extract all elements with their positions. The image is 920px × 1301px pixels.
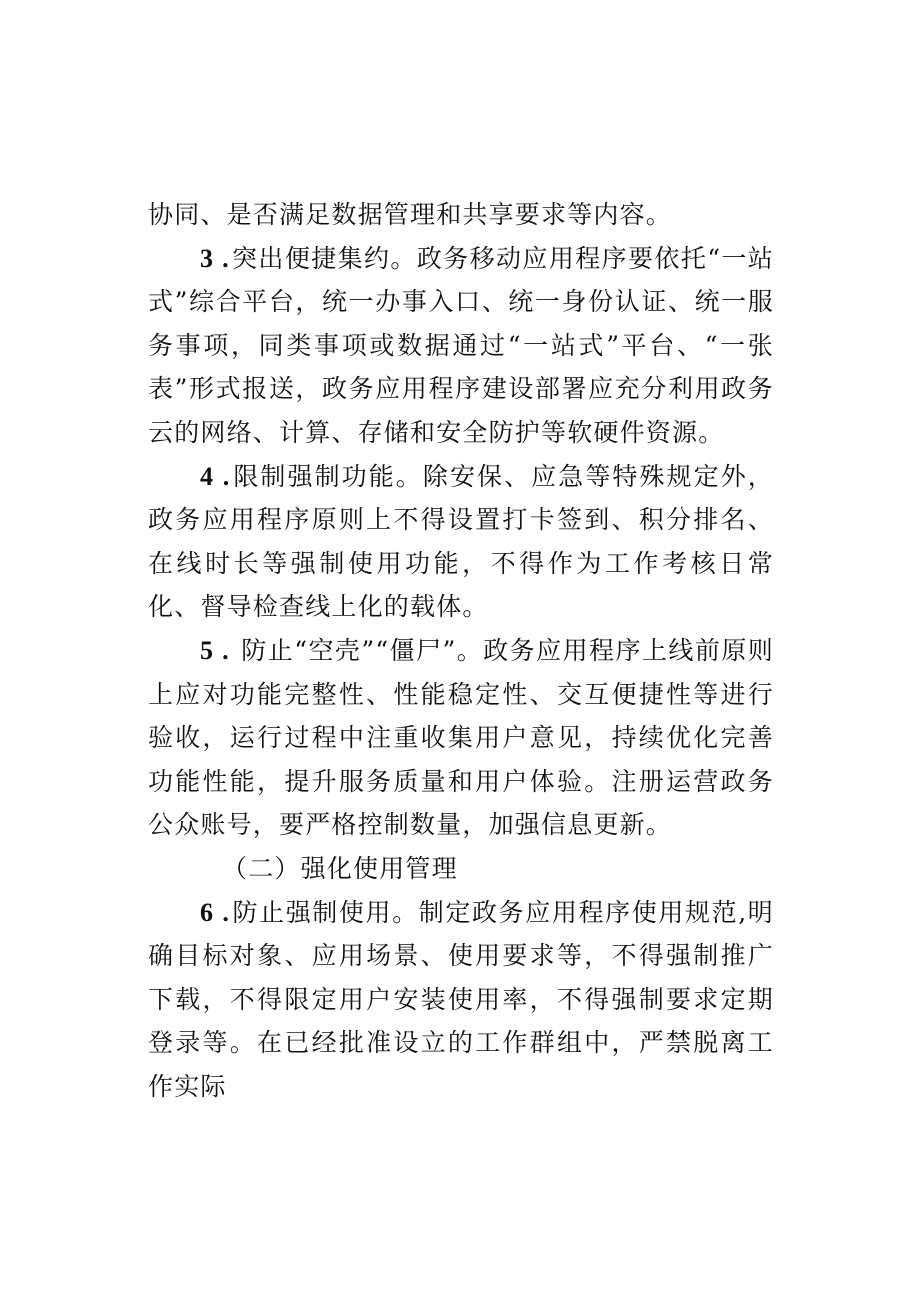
paragraph-item-5 xyxy=(148,629,774,847)
item-number: 4 . xyxy=(200,461,231,491)
section-subheading xyxy=(148,847,774,891)
item-number: 5 . xyxy=(200,635,230,665)
document-page xyxy=(148,193,774,1108)
paragraph-text: 防止“空壳”“僵尸”。政务应用程序上线前原则上应对功能完整性、性能稳定性、交互便捷性等进行验收，运行过程中注重收集用户意见，持续优化完善功能性能，提升服务质量和用户体验。注册运营政务公众账号，要严格控制数量，加强信息更新。 xyxy=(148,635,775,840)
paragraph-text: 协同、是否满足数据管理和共享要求等内容。 xyxy=(148,200,673,229)
item-number: 3 . xyxy=(200,243,230,273)
item-number: 6 . xyxy=(200,897,231,927)
paragraph-text: 防止强制使用。制定政务应用程序使用规范,明确目标对象、应用场景、使用要求等，不得强制推广下载，不得限定用户安装使用率，不得强制要求定期登录等。在已经批准设立的工作群组中，严禁脱离工作实际 xyxy=(148,897,774,1101)
paragraph-continuation xyxy=(148,193,774,237)
paragraph-item-3 xyxy=(148,237,774,455)
paragraph-text: 突出便捷集约。政务移动应用程序要依托“一站式”综合平台，统一办事入口、统一身份认证、统一服务事项，同类事项或数据通过“一站式”平台、“一张表”形式报送，政务应用程序建设部署应充分利用政务云的网络、计算、存储和安全防护等软硬件资源。 xyxy=(148,243,775,447)
subheading-text: （二）强化使用管理 xyxy=(222,853,458,883)
paragraph-text: 限制强制功能。除安保、应急等特殊规定外，政务应用程序原则上不得设置打卡签到、积分排名、在线时长等强制使用功能，不得作为工作考核日常化、督导检查线上化的载体。 xyxy=(148,461,774,622)
paragraph-item-4 xyxy=(148,455,774,629)
paragraph-item-6 xyxy=(148,891,774,1109)
